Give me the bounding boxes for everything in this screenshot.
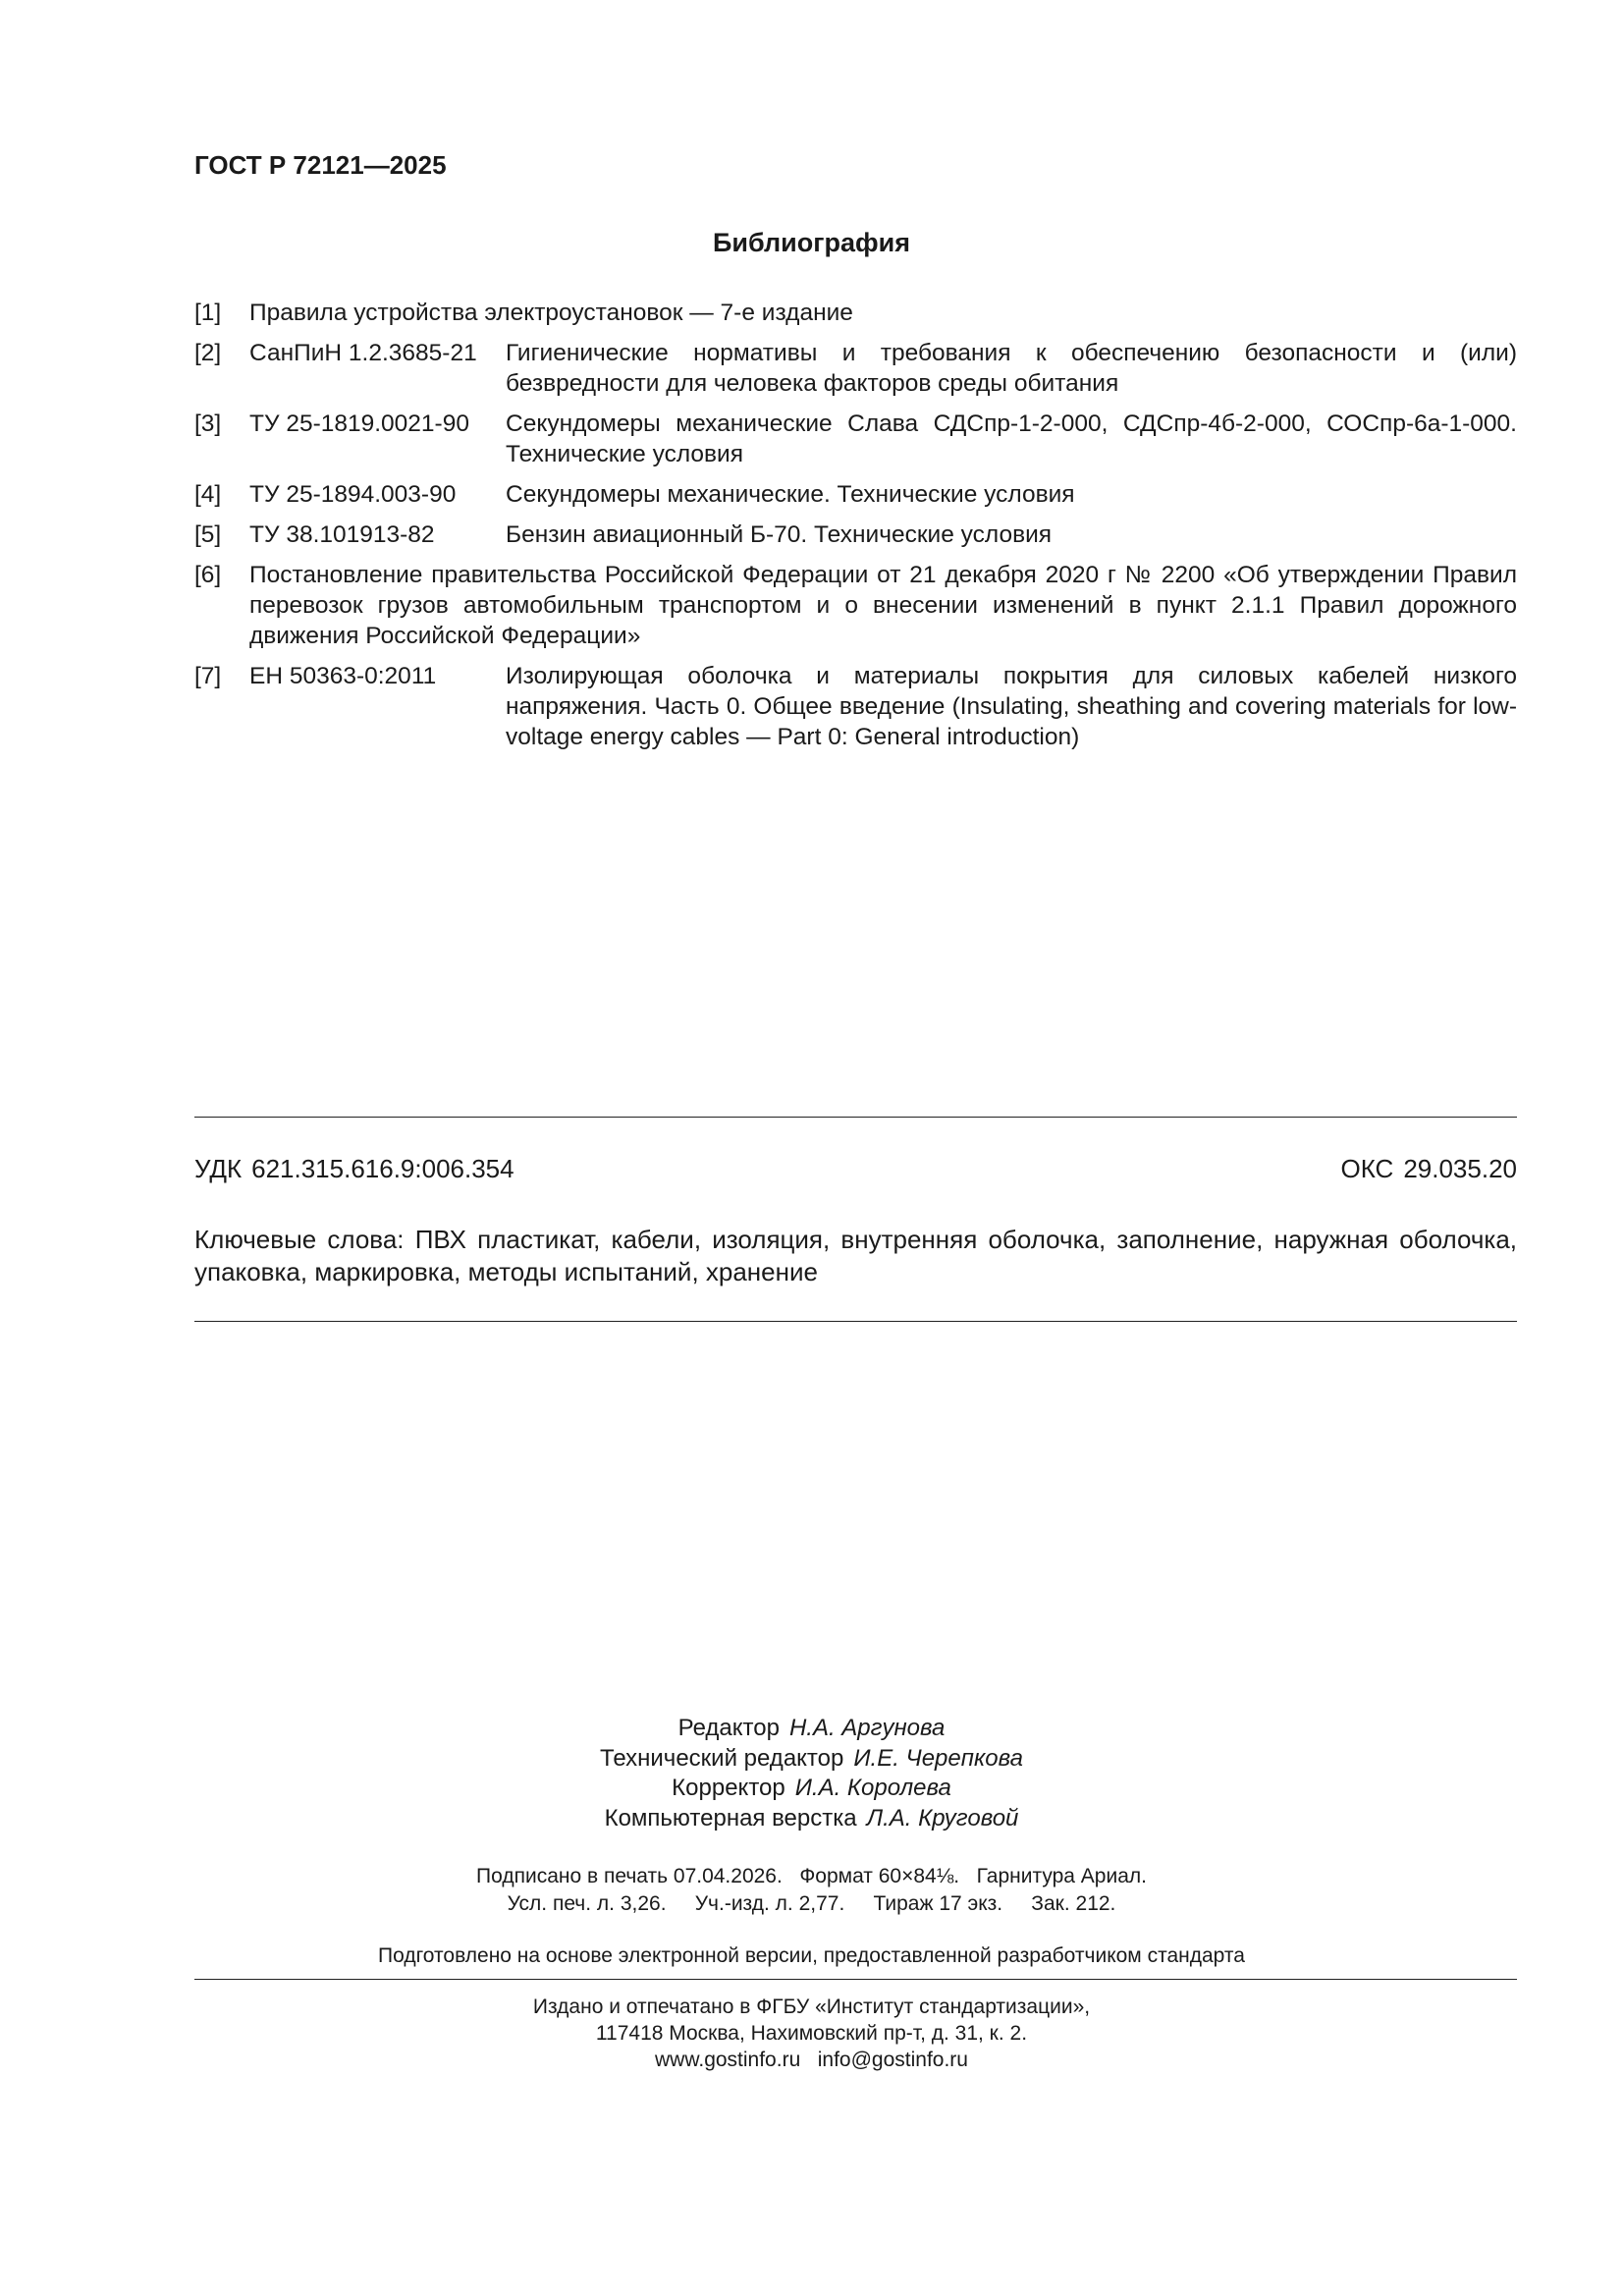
bibliography-item-code: ЕН 50363-0:2011 [249, 663, 437, 689]
bibliography-item-text: Бензин авиационный Б-70. Технические условия [506, 521, 1053, 548]
publisher-contacts: www.gostinfo.ru info@gostinfo.ru [655, 2049, 968, 2071]
bibliography-item-text: Постановление правительства Российской Федерации от 21 декабря 2020 г № 2200 «Об утверждении Правил перевозок грузов автомобильным транспортом и о внесении изменений в пункт 2.1.1 Правил дорожного движения Российской Федерации» [249, 562, 1517, 649]
credit-role: Технический редактор [600, 1744, 844, 1772]
credit-name: И.Е. Черепкова [853, 1744, 1023, 1772]
document-code: ГОСТ Р 72121—2025 [194, 150, 447, 180]
bibliography-item [194, 661, 1517, 752]
udk-code [194, 1154, 514, 1184]
bibliography-item-text: Правила устройства электроустановок — 7-е издание [249, 300, 853, 326]
bibliography-item [194, 298, 1517, 328]
bibliography-item-number: [5] [194, 521, 222, 548]
divider [194, 1979, 1517, 1980]
credits [0, 1714, 1623, 1833]
bibliography-item-number: [2] [194, 340, 222, 366]
oks-label: ОКС [1340, 1154, 1394, 1183]
bibliography-item-text: Гигиенические нормативы и требования к обеспечению безопасности и (или) безвредности для человека факторов среды обитания [506, 340, 1517, 397]
credit-role: Компьютерная верстка [604, 1804, 857, 1831]
prepared-note: Подготовлено на основе электронной версии, предоставленной разработчиком стандарта [378, 1944, 1245, 1967]
print-info-line: Усл. печ. л. 3,26. Уч.-изд. л. 2,77. Тираж 17 экз. Зак. 212. [507, 1892, 1116, 1915]
keywords [194, 1224, 1517, 1288]
bibliography-item-code: ТУ 25-1819.0021-90 [249, 410, 469, 437]
bibliography-item-code: ТУ 25-1894.003-90 [249, 481, 457, 508]
bibliography-item-code: ТУ 38.101913-82 [249, 521, 435, 548]
bibliography-item [194, 560, 1517, 651]
bibliography-title: Библиография [713, 228, 910, 257]
credit-name: Л.А. Круговой [866, 1804, 1019, 1831]
bibliography-item-text: Изолирующая оболочка и материалы покрытия для силовых кабелей низкого напряжения. Часть 0. Общее введение (Insulating, sheathing and covering materials for low-voltage energy cables — Part 0: General introduction) [506, 663, 1517, 750]
bibliography-item [194, 409, 1517, 469]
credit-role: Корректор [672, 1775, 785, 1801]
oks-code [1340, 1154, 1517, 1184]
bibliography-item [194, 479, 1517, 510]
credit-name: И.А. Королева [794, 1775, 951, 1801]
divider [194, 1321, 1517, 1322]
bibliography-item-number: [4] [194, 481, 222, 508]
credit-line [0, 1714, 1623, 1744]
udk-value: 621.315.616.9:006.354 [251, 1154, 514, 1183]
credit-line [0, 1774, 1623, 1804]
print-info-line: Подписано в печать 07.04.2026. Формат 60×84⅛. Гарнитура Ариал. [476, 1865, 1147, 1887]
oks-value: 29.035.20 [1403, 1154, 1517, 1183]
publisher-info [0, 1994, 1623, 2073]
publisher-line: 117418 Москва, Нахимовский пр-т, д. 31, к. 2. [595, 2022, 1028, 2045]
print-info [0, 1863, 1623, 1918]
credit-line [0, 1744, 1623, 1775]
bibliography-list [194, 298, 1517, 762]
credit-role: Редактор [677, 1715, 780, 1741]
bibliography-item [194, 519, 1517, 550]
bibliography-item-text: Секундомеры механические Слава СДСпр-1-2-000, СДСпр-4б-2-000, СОСпр-6а-1-000. Технические условия [506, 410, 1517, 467]
divider [194, 1117, 1517, 1118]
bibliography-item-code: СанПиН 1.2.3685-21 [249, 340, 477, 366]
keywords-text: ПВХ пластикат, кабели, изоляция, внутренняя оболочка, заполнение, наружная оболочка, упаковка, маркировка, методы испытаний, хранение [194, 1225, 1518, 1286]
credit-line [0, 1804, 1623, 1834]
bibliography-item-text: Секундомеры механические. Технические условия [506, 481, 1075, 508]
udk-label: УДК [194, 1154, 243, 1183]
bibliography-item-number: [1] [194, 300, 222, 326]
bibliography-item-number: [7] [194, 663, 222, 689]
keywords-label: Ключевые слова: [194, 1225, 405, 1254]
credit-name: Н.А. Аргунова [788, 1715, 946, 1741]
bibliography-item [194, 338, 1517, 399]
bibliography-item-number: [6] [194, 562, 222, 588]
bibliography-item-number: [3] [194, 410, 222, 437]
publisher-line: Издано и отпечатано в ФГБУ «Институт стандартизации», [532, 1995, 1091, 2018]
